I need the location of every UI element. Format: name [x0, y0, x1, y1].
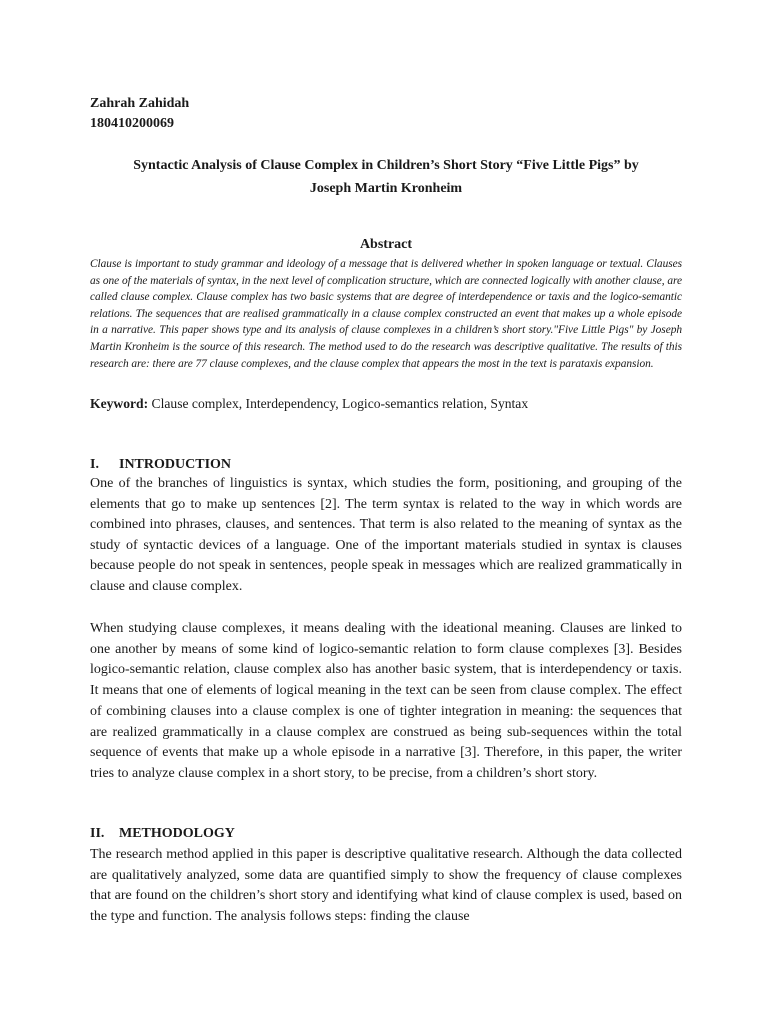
section-title-methodology: METHODOLOGY [119, 826, 235, 841]
paper-title-line-1: Syntactic Analysis of Clause Complex in Children’s Short Story “Five Little Pigs” by [133, 158, 639, 173]
section-heading-methodology [90, 825, 235, 843]
section-number-introduction: I. [90, 457, 99, 472]
author-id: 180410200069 [90, 116, 174, 131]
abstract-heading: Abstract [359, 237, 413, 252]
section-heading-introduction [90, 456, 231, 474]
keyword-label: Keyword: [90, 396, 149, 411]
author-block [90, 94, 189, 134]
methodology-paragraph-1: The research method applied in this paper is descriptive qualitative research. Although the data collected are qualitatively analyzed, some data are quantified simply to show the frequency of clause complexes that are found on the children’s short story and identifying what kind of clause complex is used, based on the type and function. The analysis follows steps: finding the clause [90, 847, 682, 924]
paper-title [90, 154, 682, 200]
abstract-body: Clause is important to study grammar and ideology of a message that is delivered whether in spoken language or textual. Clauses as one of the materials of syntax, in the next level of complication structure, which are connected logically with another clause, are called clause complex. Clause complex has two basic systems that are degree of interdependence or taxis and the logico-semantic relations. The sequences that are realised grammatically in a clause complex constructed an event that makes up a whole episode in a narrative. This paper shows type and its analysis of clause complexes in a children’s short story."Five Little Pigs" by Joseph Martin Kronheim is the source of this research. The method used to do the research was descriptive qualitative. The results of this research are: there are 77 clause complexes, and the clause complex that appears the most in the text is parataxis expansion. [90, 258, 682, 370]
section-number-methodology: II. [90, 826, 105, 841]
paper-title-line-2: Joseph Martin Kronheim [309, 181, 463, 196]
section-title-introduction: INTRODUCTION [119, 457, 232, 472]
keyword-text: Clause complex, Interdependency, Logico-semantics relation, Syntax [148, 396, 529, 411]
keyword-line [90, 395, 682, 413]
introduction-paragraph-2: When studying clause complexes, it means dealing with the ideational meaning. Clauses are linked to one another by means of some kind of logico-semantic relation to form clause complexes [3]. Besides logico-semantic relation, clause complex also has another basic system, that is interdependency or taxis. It means that one of elements of logical meaning in the text can be seen from clause complex. The effect of combining clauses into a clause complex is one of tighter integration in meaning: the sequences that are realized grammatically in a clause complex are construed as being sub-sequences within the total sequence of events that make up a whole episode in a narrative [3]. Therefore, in this paper, the writer tries to analyze clause complex in a short story, to be precise, from a children’s short story. [90, 621, 682, 781]
author-name: Zahrah Zahidah [90, 96, 190, 111]
introduction-paragraph-1: One of the branches of linguistics is syntax, which studies the form, positioning, and grouping of the elements that go to make up sentences [2]. The term syntax is related to the way in which words are combined into phrases, clauses, and sentences. That term is also related to the meaning of syntax as the study of syntactic devices of a language. One of the important materials studied in syntax is clauses because people do not speak in sentences, people speak in messages which are realized grammatically in clause and clause complex. [90, 476, 682, 594]
